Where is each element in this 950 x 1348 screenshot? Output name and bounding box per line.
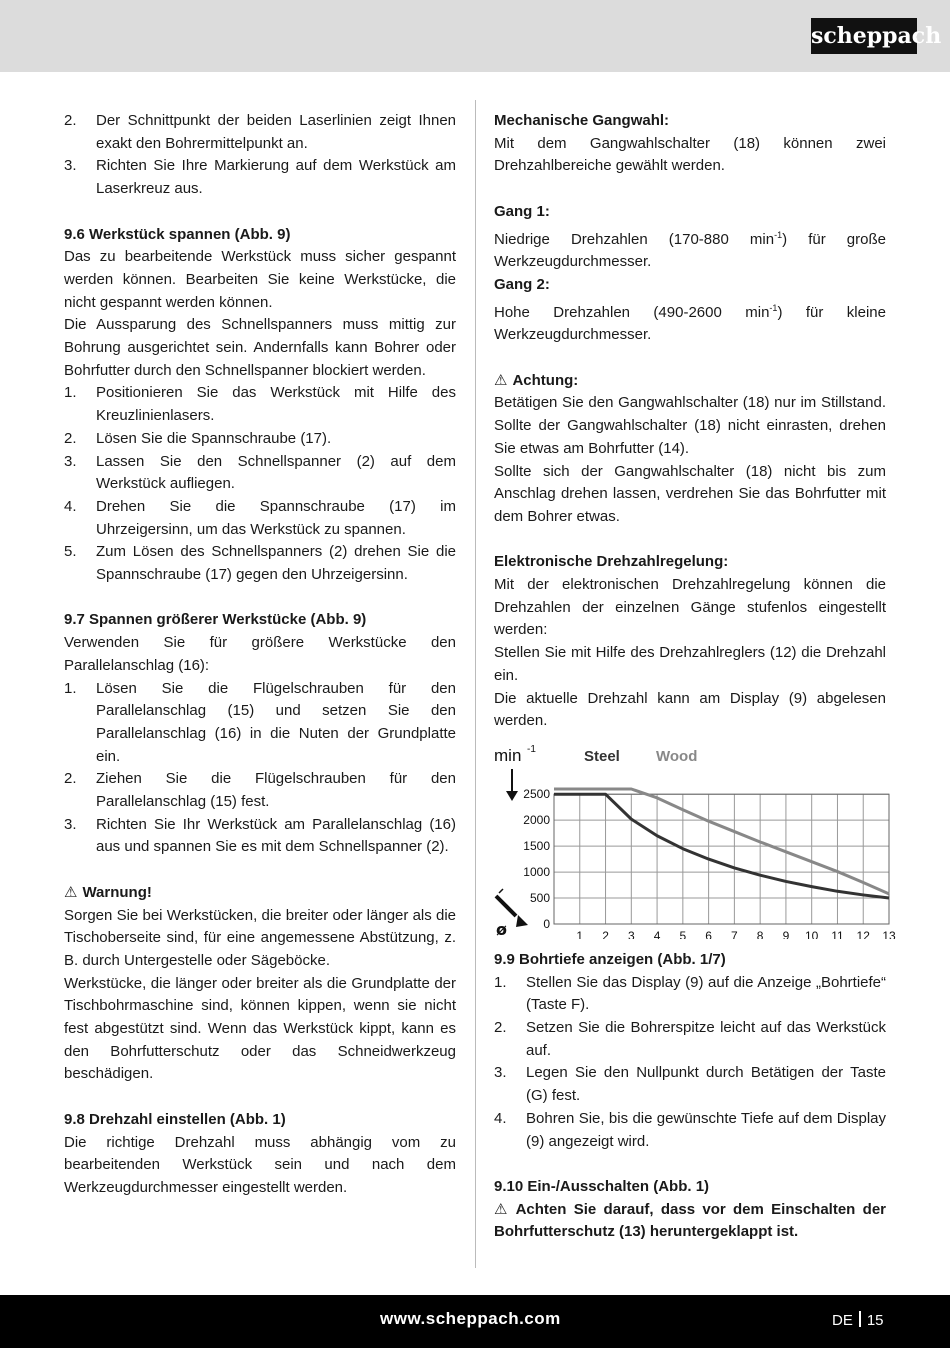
list-item-number: 1.: [64, 384, 77, 402]
section-title-9-9: 9.9 Bohrtiefe anzeigen (Abb. 1/7): [494, 950, 726, 968]
section-title-9-6: 9.6 Werkstück spannen (Abb. 9): [64, 225, 291, 243]
list-item-number: 3.: [64, 815, 77, 833]
section-title-electronic: Elektronische Drehzahlregelung:: [494, 553, 729, 571]
list-item: [64, 110, 456, 155]
x-tick-label: 3: [627, 928, 635, 939]
caution-title: ⚠ Achtung:: [494, 370, 886, 393]
x-tick-label: 12: [856, 928, 870, 939]
gear-2-title: Gang 2:: [494, 275, 550, 293]
list-item-number: 2.: [494, 1019, 507, 1037]
list-item-text: Lösen Sie die Spannschraube (17).: [96, 429, 332, 447]
section-title-9-10: 9.10 Ein-/Ausschalten (Abb. 1): [494, 1177, 710, 1195]
list-item: [64, 382, 456, 427]
list-item: [64, 428, 456, 451]
list-item: [494, 1062, 886, 1107]
paragraph: Verwenden Sie für größere Werkstücke den Parallelanschlag (16):: [64, 634, 456, 674]
legend-label-wood: Wood: [656, 747, 698, 765]
list-item-text: Der Schnittpunkt der beiden Laserlinien zeigt Ihnen exakt den Bohrermittelpunkt an.: [96, 112, 456, 152]
list-item: [64, 814, 456, 859]
x-tick-label: 13: [882, 928, 896, 939]
list-fence-steps: [64, 678, 456, 860]
list-clamping-steps: [64, 382, 456, 586]
list-item: [64, 541, 456, 586]
list-item-text: Richten Sie Ihr Werkstück am Parallelanschlag (16) aus und spannen Sie es mit dem Schnellspanner (2).: [96, 815, 456, 856]
list-item-text: Bohren Sie, bis die gewünschte Tiefe auf dem Display (9) angezeigt wird.: [526, 1109, 886, 1150]
x-tick-label: 4: [653, 928, 661, 939]
list-item: [64, 155, 456, 200]
list-item-number: 2.: [64, 429, 77, 447]
paragraph: Mit der elektronischen Drehzahlregelung können die Drehzahlen der einzelnen Gänge stufenlos eingestellt werden:: [494, 576, 886, 639]
list-item: [64, 496, 456, 541]
list-item-number: 4.: [64, 497, 77, 515]
list-item-text: Legen Sie den Nullpunkt durch Betätigen der Taste (G) fest.: [526, 1064, 886, 1105]
list-item: [494, 1108, 886, 1153]
paragraph: Mit dem Gangwahlschalter (18) können zwei Drehzahlbereiche gewählt werden.: [494, 134, 886, 175]
gear-1-title: Gang 1:: [494, 202, 550, 220]
x-tick-label: 8: [756, 928, 764, 939]
paragraph: Sorgen Sie bei Werkstücken, die breiter oder länger als die Tischoberseite sind, für eine angemessene Abstützung, z. B. durch Untergestelle oder Sägeböcke.: [64, 906, 456, 969]
list-item-number: 2.: [64, 770, 77, 788]
paragraph: Die aktuelle Drehzahl kann am Display (9) abgelesen werden.: [494, 689, 886, 730]
paragraph: Die Aussparung des Schnellspanners muss mittig zur Bohrung ausgerichtet sein. Andernfalls kann Bohrer oder Bohrfutter durch den Schnellspanner blockiert werden.: [64, 316, 456, 379]
drill-bit-icon-tip: [499, 889, 503, 893]
list-laser-steps: [64, 110, 456, 201]
list-item: [494, 972, 886, 1017]
left-column: [64, 110, 456, 1200]
list-item-number: 1.: [494, 973, 507, 991]
paragraph: Werkstücke, die länger oder breiter als die Grundplatte der Tischbohrmaschine sind, können kippen, wenn sie nicht fest abgestützt sind. Wenn das Werkstück kippt, kann es den Bohrfutterschutz oder das Schneidwerkzeug beschädigen.: [64, 974, 456, 1083]
x-tick-label: 11: [831, 928, 844, 939]
y-tick-label: 500: [529, 890, 550, 905]
switch-warning: ⚠ Achten Sie darauf, dass vor dem Einschalten der Bohrfutterschutz (13) heruntergeklappt ist.: [494, 1199, 886, 1244]
gear-2-text: Hohe Drehzahlen (490-2600 $\min^{-1}$) für kleine Werkzeugdurchmesser.: [494, 302, 886, 344]
warning-title: ⚠ Warnung!: [64, 882, 456, 905]
list-item: [494, 1017, 886, 1062]
x-tick-label: 6: [705, 928, 712, 939]
list-item-number: 4.: [494, 1109, 507, 1127]
list-item-text: Stellen Sie das Display (9) auf die Anzeige „Bohrtiefe“ (Taste F).: [526, 973, 886, 1014]
list-item-number: 1.: [64, 679, 77, 697]
column-divider: [475, 100, 476, 1268]
list-item-text: Positionieren Sie das Werkstück mit Hilfe des Kreuzlinienlasers.: [96, 384, 456, 425]
x-tick-label: 2: [602, 928, 609, 939]
paragraph: Betätigen Sie den Gangwahlschalter (18) nur im Stillstand. Sollte der Gangwahlschalter (18) nicht einrasten, drehen Sie etwas am Bohrfutter (14).: [494, 394, 886, 457]
page-footer: [0, 1295, 950, 1348]
brand-logo: scheppach: [811, 18, 917, 54]
legend-label-steel: Steel: [584, 747, 620, 765]
paragraph: Das zu bearbeitende Werkstück muss sicher gespannt werden können. Bearbeiten Sie keine Werkstücke, die nicht gespannt werden können.: [64, 248, 456, 311]
list-depth-steps: [494, 972, 886, 1154]
gear-1-text: Niedrige Drehzahlen (170-880 $\min^{-1}$) für große Werkzeugdurchmesser.: [494, 229, 886, 271]
x-tick-label: 5: [679, 928, 687, 939]
arrow-down-icon-head: [506, 791, 518, 801]
x-tick-label: 10: [805, 928, 819, 939]
list-item-text: Drehen Sie die Spannschraube (17) im Uhrzeigersinn, um das Werkstück zu spannen.: [96, 497, 456, 538]
drill-bit-icon: [496, 896, 516, 916]
list-item-text: Lösen Sie die Flügelschrauben für den Parallelanschlag (15) und setzen Sie den Parallelanschlag (16) in die Nuten der Grundplatte ein.: [96, 679, 456, 765]
list-item-number: 2.: [64, 112, 77, 129]
list-item-text: Setzen Sie die Bohrerspitze leicht auf das Werkstück auf.: [526, 1019, 886, 1059]
list-item-number: 5.: [64, 543, 77, 561]
section-title-mechanical: Mechanische Gangwahl:: [494, 112, 670, 129]
x-axis-label: ø: [496, 919, 507, 939]
speed-chart: [494, 739, 896, 939]
paragraph: Sollte sich der Gangwahlschalter (18) nicht bis zum Anschlag drehen lassen, verdrehen Sie das Bohrfutter mit dem Bohrer etwas.: [494, 462, 886, 525]
y-tick-label: 0: [543, 916, 550, 931]
list-item-number: 3.: [494, 1064, 507, 1082]
y-axis-label-exponent: -1: [527, 743, 536, 755]
arrow-right-icon: [516, 915, 528, 927]
list-item-number: 3.: [64, 452, 77, 470]
list-item-text: Ziehen Sie die Flügelschrauben für den Parallelanschlag (15) fest.: [96, 770, 456, 811]
speed-chart-svg: [494, 739, 904, 939]
list-item: [64, 678, 456, 769]
x-tick-label: 7: [731, 928, 738, 939]
list-item-text: Zum Lösen des Schnellspanners (2) drehen Sie die Spannschraube (17) gegen den Uhrzeigersinn.: [96, 543, 456, 584]
website-url: www.scheppach.com: [380, 1309, 561, 1328]
section-title-9-7: 9.7 Spannen größerer Werkstücke (Abb. 9): [64, 611, 367, 629]
x-tick-label: 1: [576, 928, 584, 939]
y-axis-label: min: [494, 745, 522, 765]
plot-frame: [554, 794, 889, 924]
y-tick-label: 1500: [523, 839, 550, 854]
section-title-9-8: 9.8 Drehzahl einstellen (Abb. 1): [64, 1110, 286, 1128]
list-item-text: Richten Sie Ihre Markierung auf dem Werkstück am Laserkreuz aus.: [96, 157, 456, 198]
page-header: [0, 0, 950, 72]
list-item: [64, 451, 456, 496]
paragraph: Die richtige Drehzahl muss abhängig vom zu bearbeitenden Werkstück sein und nach dem Werkzeugdurchmesser eingestellt werden.: [64, 1133, 456, 1196]
x-tick-label: 9: [782, 928, 790, 939]
series-line-wood: [554, 789, 889, 894]
list-item-number: 3.: [64, 157, 77, 175]
y-tick-label: 2500: [523, 787, 550, 802]
page-info: DE 15: [832, 1312, 884, 1329]
y-tick-label: 1000: [523, 865, 550, 880]
y-tick-label: 2000: [523, 813, 550, 828]
right-column: [494, 110, 896, 1244]
list-item-text: Lassen Sie den Schnellspanner (2) auf dem Werkstück aufliegen.: [96, 452, 456, 493]
list-item: [64, 768, 456, 813]
paragraph: Stellen Sie mit Hilfe des Drehzahlreglers (12) die Drehzahl ein.: [494, 644, 886, 684]
